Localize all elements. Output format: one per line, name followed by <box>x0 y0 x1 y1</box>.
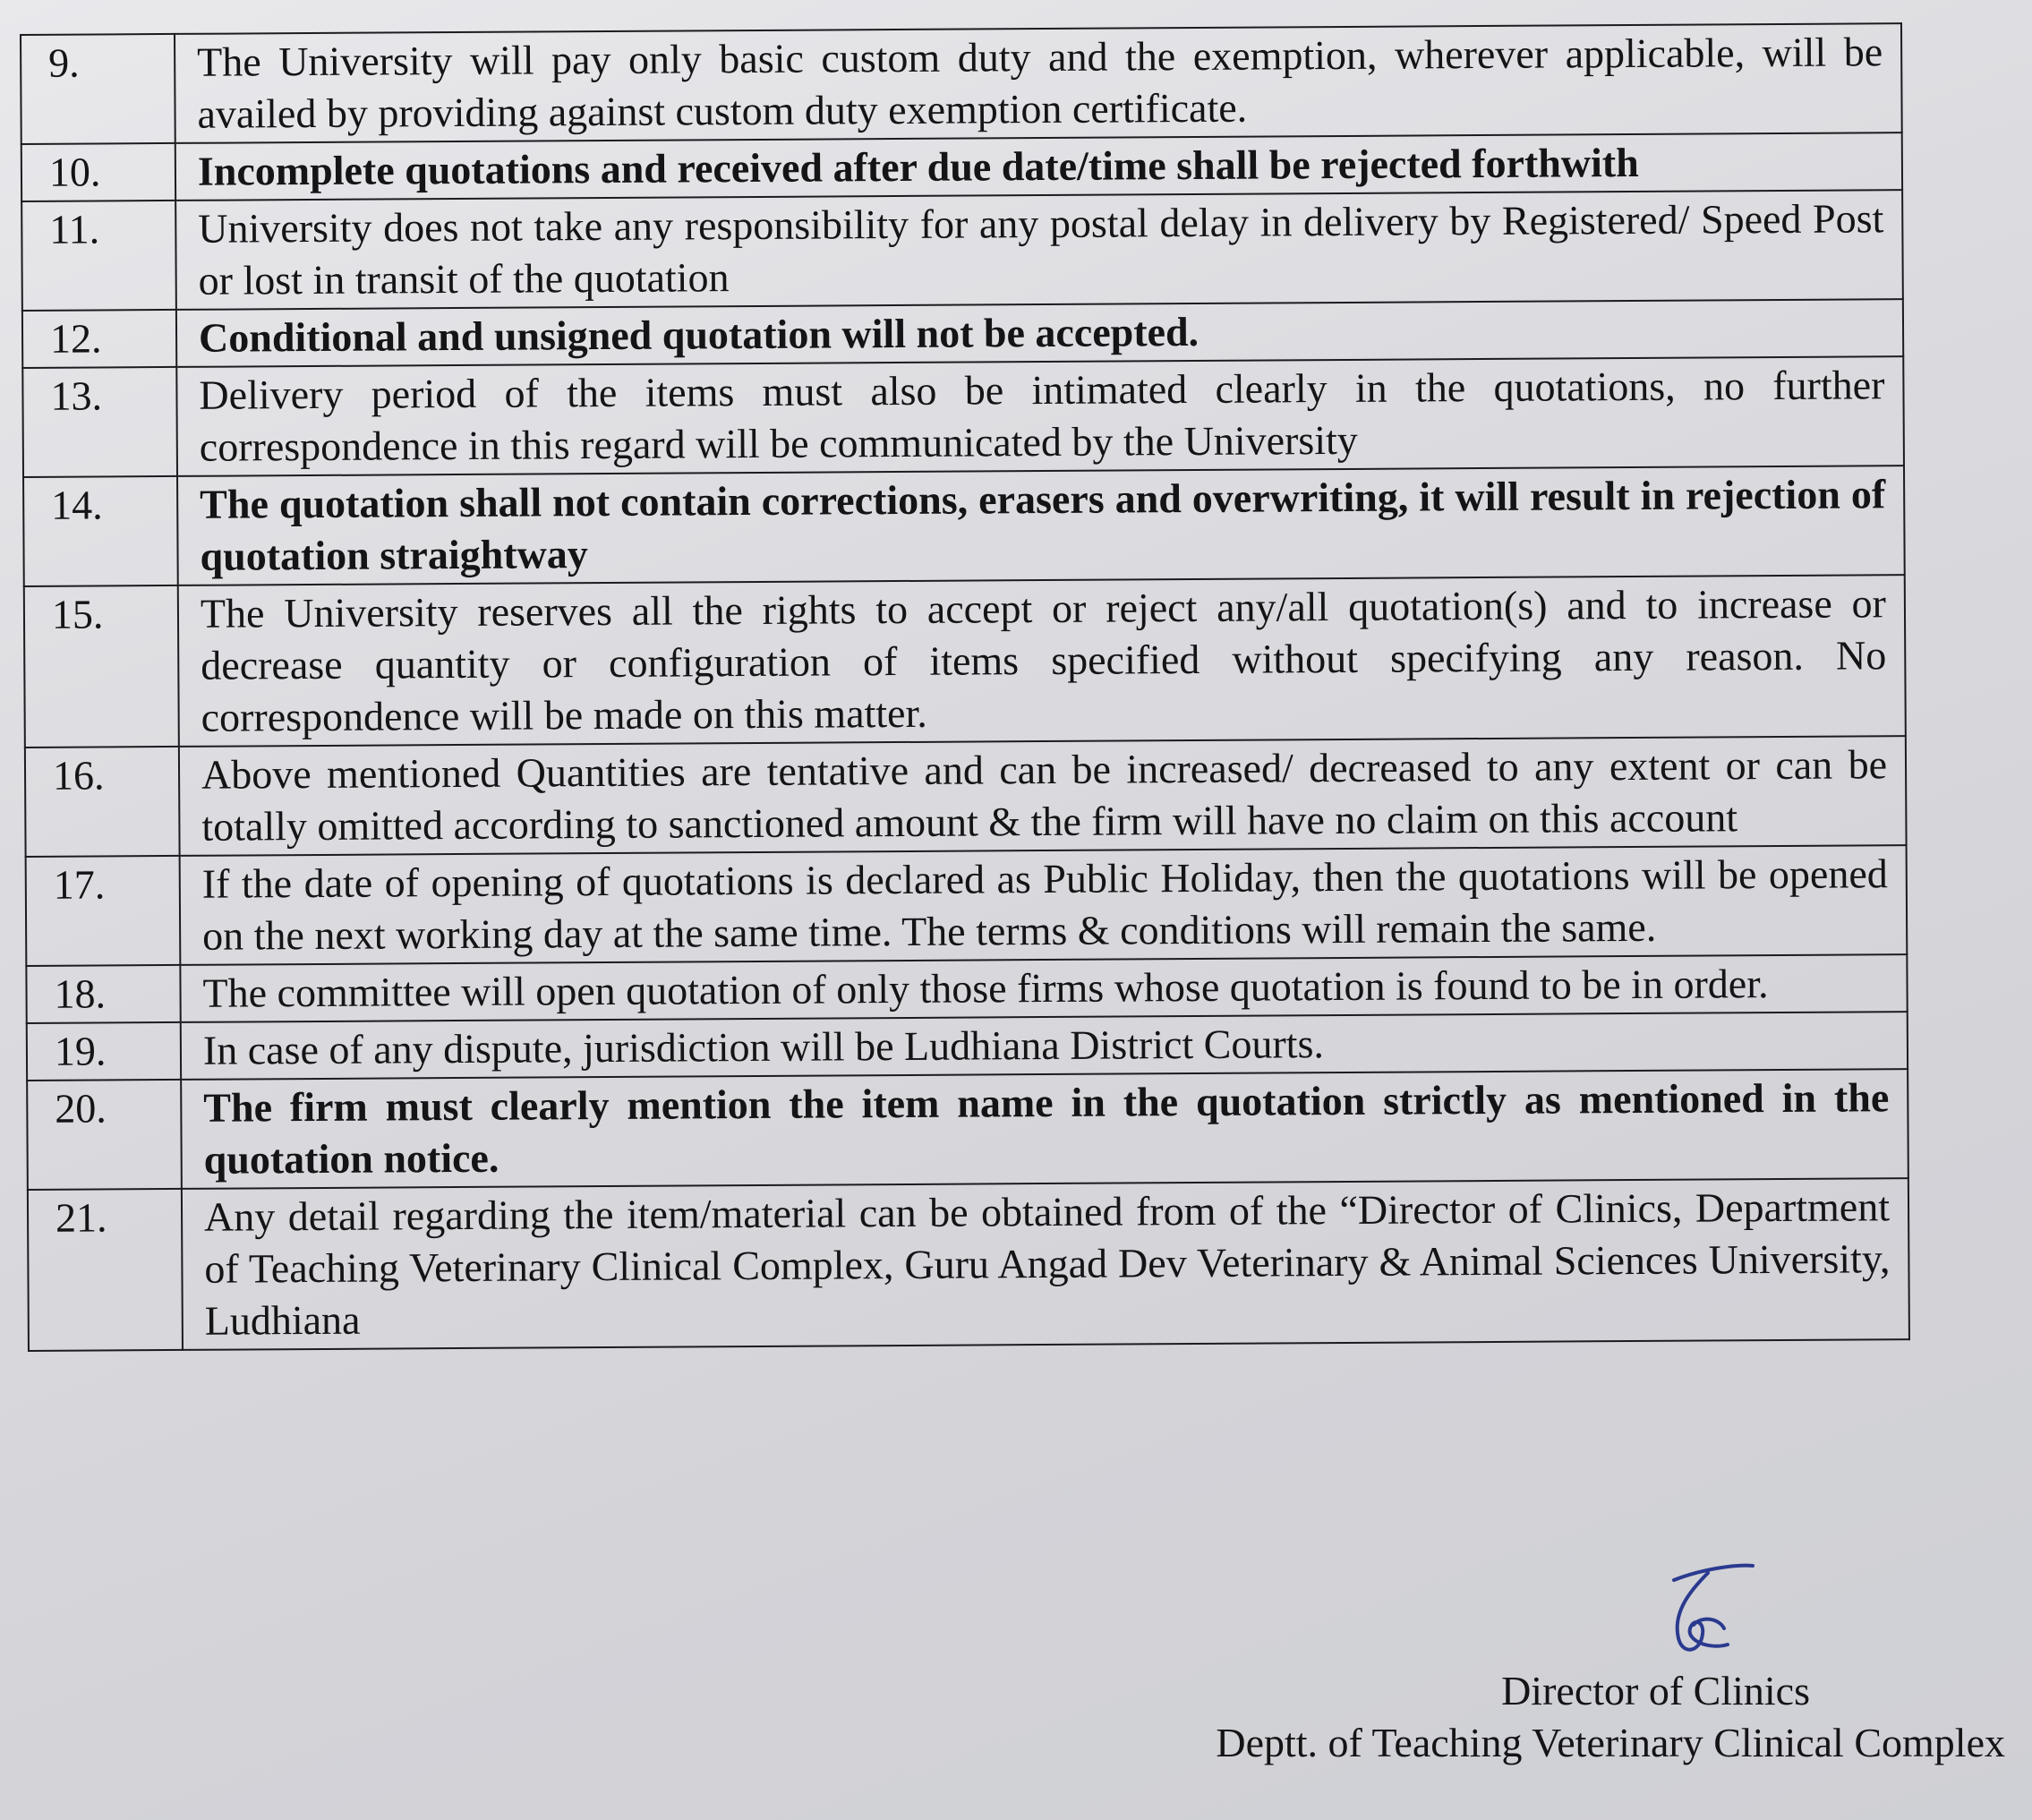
term-text: University does not take any responsibility for any postal delay in delivery by Registered/ Speed Post or lost in transit of the quotation <box>175 190 1903 310</box>
term-row <box>21 23 1902 144</box>
terms-table-body <box>21 23 1909 1351</box>
term-number: 13. <box>22 367 177 477</box>
term-row <box>23 466 1905 586</box>
term-number: 20. <box>27 1080 182 1190</box>
term-number: 12. <box>22 310 176 368</box>
term-number: 16. <box>25 747 180 857</box>
term-number: 19. <box>27 1022 181 1081</box>
signatory-department: Deptt. of Teaching Veterinary Clinical Complex <box>1216 1720 2005 1765</box>
term-text: The University will pay only basic custom duty and the exemption, wherever applicable, will be availed by providing against custom duty exemption certificate. <box>175 23 1902 143</box>
term-text: If the date of opening of quotations is declared as Public Holiday, then the quotations will be opened on the next working day at the same time. The terms & conditions will remain the same. <box>180 845 1908 965</box>
term-number: 15. <box>24 585 179 748</box>
term-text: Conditional and unsigned quotation will not be accepted. <box>176 299 1903 367</box>
signatory-title: Director of Clinics <box>1501 1668 1810 1713</box>
term-row <box>28 1178 1909 1351</box>
term-text: Incomplete quotations and received after due date/time shall be rejected forthwith <box>175 132 1902 201</box>
term-row <box>22 356 1904 477</box>
signature-mark <box>1638 1562 1763 1670</box>
term-row <box>27 1069 1908 1190</box>
term-number: 21. <box>28 1189 183 1351</box>
term-number: 10. <box>21 143 175 201</box>
term-row <box>25 736 1907 857</box>
term-row <box>24 575 1906 748</box>
signatory-block <box>1216 1665 2005 1769</box>
term-number: 14. <box>23 476 178 586</box>
term-text: The firm must clearly mention the item name in the quotation strictly as mentioned in the quotation notice. <box>181 1069 1908 1189</box>
term-text: The quotation shall not contain corrections, erasers and overwriting, it will result in rejection of quotation straightway <box>177 466 1905 585</box>
term-row <box>26 845 1908 966</box>
term-text: Any detail regarding the item/material can be obtained from of the “Director of Clinics, Department of Teaching Veterinary Clinical Complex, Guru Angad Dev Veterinary & Animal Sciences University, Ludhiana <box>182 1178 1909 1350</box>
term-text: The committee will open quotation of only those firms whose quotation is found to be in order. <box>180 954 1907 1022</box>
term-number: 9. <box>21 34 175 144</box>
term-number: 11. <box>21 201 176 311</box>
term-text: In case of any dispute, jurisdiction will be Ludhiana District Courts. <box>181 1012 1908 1080</box>
term-text: Above mentioned Quantities are tentative and can be increased/ decreased to any extent or can be totally omitted according to sanctioned amount & the firm will have no claim on this account <box>179 736 1907 856</box>
term-text: Delivery period of the items must also be intimated clearly in the quotations, no further correspondence in this regard will be communicated by the University <box>176 356 1904 476</box>
term-number: 18. <box>26 965 180 1023</box>
term-text: The University reserves all the rights to accept or reject any/all quotation(s) and to increase or decrease quantity or configuration of items specified without specifying any reason. No correspondence will be made on this matter. <box>178 575 1906 747</box>
term-number: 17. <box>26 856 181 966</box>
terms-table <box>20 22 1910 1352</box>
term-row <box>21 190 1903 311</box>
